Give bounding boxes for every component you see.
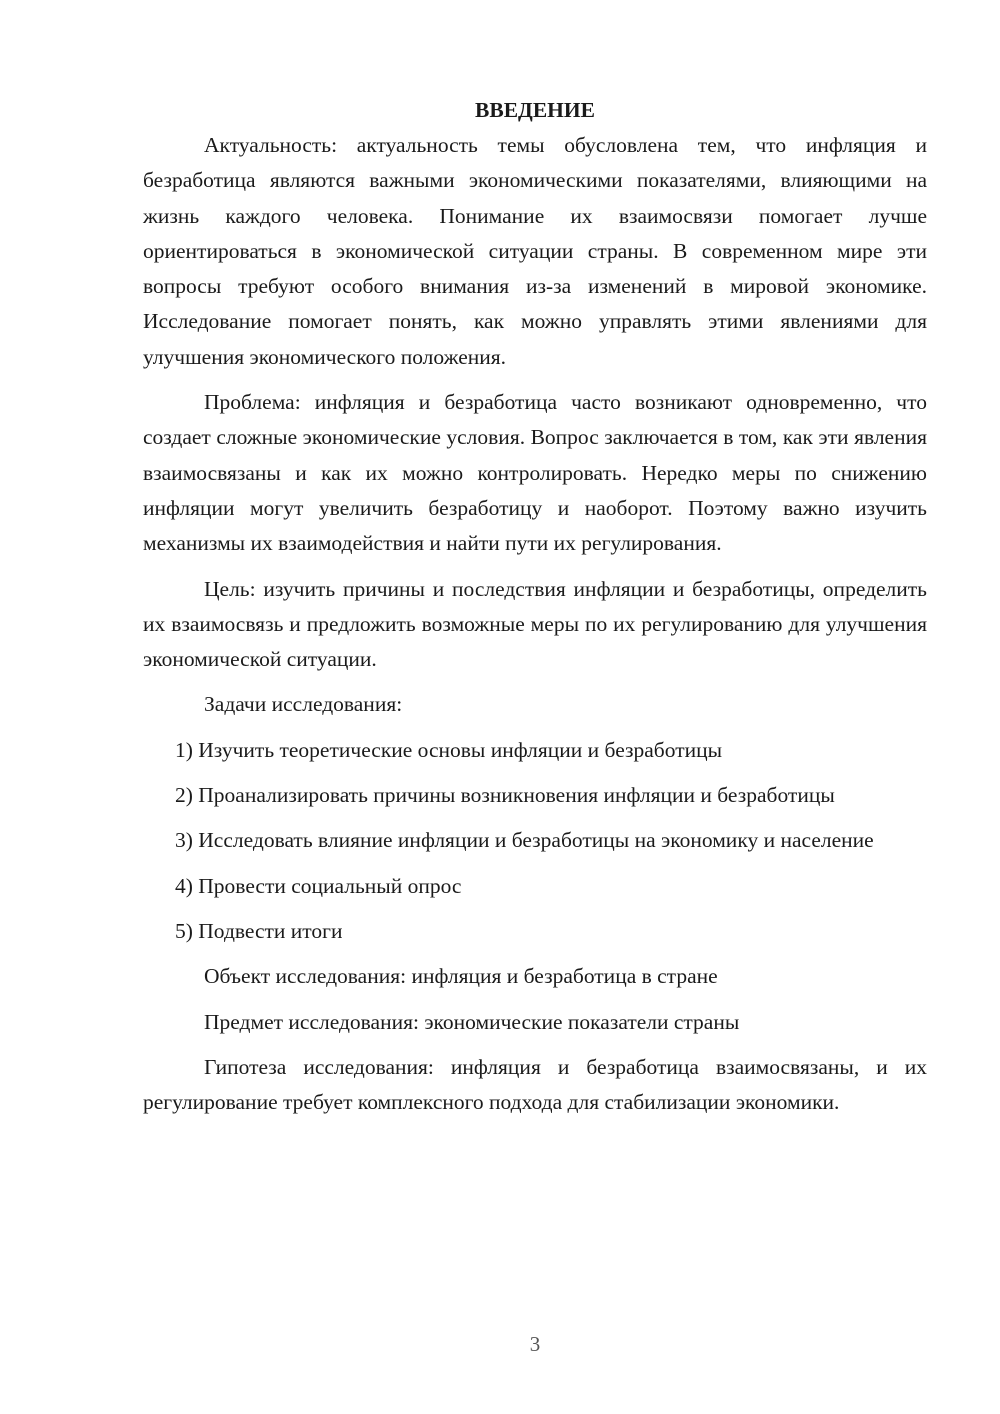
task-item-4: 4) Провести социальный опрос xyxy=(175,873,462,898)
task-item-3: 3) Исследовать влияние инфляции и безработицы на экономику и население xyxy=(175,828,874,853)
task-item-5: 5) Подвести итоги xyxy=(175,918,343,943)
task-item-1: 1) Изучить теоретические основы инфляции и безработицы xyxy=(175,737,723,762)
paragraph-subject: Предмет исследования: экономические показатели страны xyxy=(204,1009,740,1034)
task-item-2: 2) Проанализировать причины возникновения инфляции и безработицы xyxy=(175,783,835,808)
paragraph-hypothesis: Гипотеза исследования: инфляция и безработица взаимосвязаны, и их регулирование требует комплексного подхода для стабилизации экономики. xyxy=(143,1054,927,1115)
paragraph-problem: Проблема: инфляция и безработица часто возникают одновременно, что создает сложные экономические условия. Вопрос заключается в том, как эти явления взаимосвязаны и как их можно контролировать. Нередко меры по снижению инфляции могут увеличить безработицу и наоборот. Поэтому важно изучить механизмы их взаимодействия и найти пути их регулирования. xyxy=(143,390,927,556)
page-number: 3 xyxy=(529,1332,541,1356)
paragraph-relevance: Актуальность: актуальность темы обусловлена тем, что инфляция и безработица являются важными экономическими показателями, влияющими на жизнь каждого человека. Понимание их взаимосвязи помогает лучше ориентироваться в экономической ситуации страны. В современном мире эти вопросы требуют особого внимания из-за изменений в мировой экономике. Исследование помогает понять, как можно управлять этими явлениями для улучшения экономического положения. xyxy=(143,133,927,369)
paragraph-goal: Цель: изучить причины и последствия инфляции и безработицы, определить их взаимосвязь и предложить возможные меры по их регулированию для улучшения экономической ситуации. xyxy=(143,576,927,672)
document-page xyxy=(143,93,927,1120)
section-title: ВВЕДЕНИЕ xyxy=(475,98,595,122)
tasks-heading: Задачи исследования: xyxy=(204,692,403,717)
paragraph-object: Объект исследования: инфляция и безработица в стране xyxy=(204,964,718,989)
